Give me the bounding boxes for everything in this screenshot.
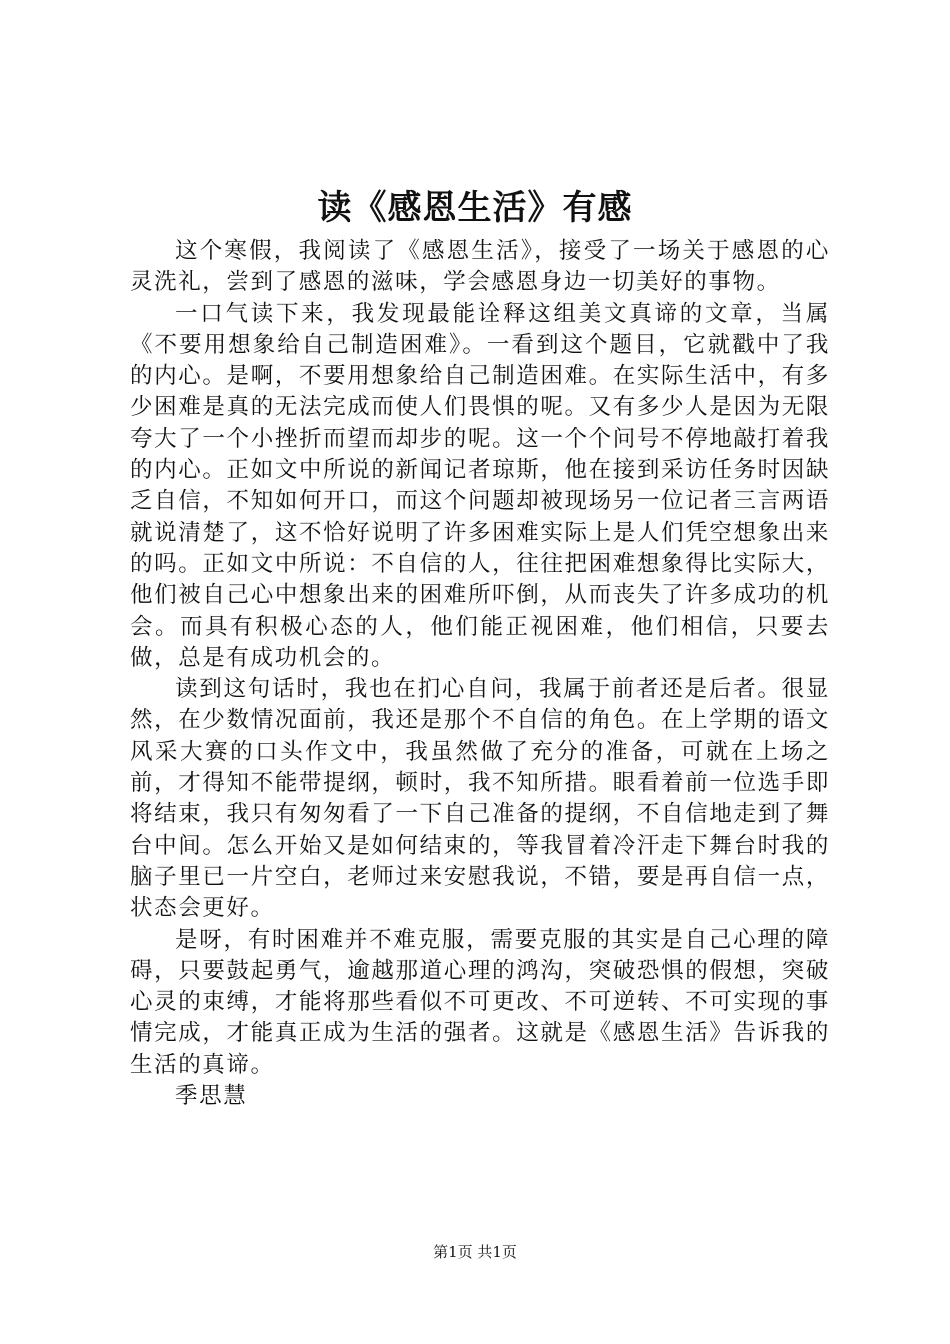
page-footer: 第1页 共1页 — [433, 1243, 517, 1261]
paragraph: 读到这句话时，我也在扪心自问，我属于前者还是后者。很显然，在少数情况面前，我还是那个不自信的角色。在上学期的语文风采大赛的口头作文中，我虽然做了充分的准备，可就在上场之前，才得知不能带提纲，顿时，我不知所措。眼看着前一位选手即将结束，我只有匆匆看了一下自己准备的提纲，不自信地走到了舞台中间。怎么开始又是如何结束的，等我冒着冷汗走下舞台时我的脑子里已一片空白，老师过来安慰我说，不错，要是再自信一点，状态会更好。 — [130, 676, 830, 922]
document-title: 读《感恩生活》有感 — [317, 188, 633, 228]
paragraph: 这个寒假，我阅读了《感恩生活》，接受了一场关于感恩的心灵洗礼，尝到了感恩的滋味，学会感恩身边一切美好的事物。 — [130, 238, 830, 296]
paragraph: 是呀，有时困难并不难克服，需要克服的其实是自己心理的障碍，只要鼓起勇气，逾越那道心理的鸿沟，突破恐惧的假想，突破心灵的束缚，才能将那些看似不可更改、不可逆转、不可实现的事情完成，才能真正成为生活的强者。这就是《感恩生活》告诉我的生活的真谛。 — [130, 926, 830, 1078]
paragraph: 一口气读下来，我发现最能诠释这组美文真谛的文章，当属《不要用想象给自己制造困难》。一看到这个题目，它就戳中了我的内心。是啊，不要用想象给自己制造困难。在实际生活中，有多少困难是真的无法完成而使人们畏惧的呢。又有多少人是因为无限夸大了一个小挫折而望而却步的呢。这一个个问号不停地敲打着我的内心。正如文中所说的新闻记者琼斯，他在接到采访任务时因缺乏自信，不知如何开口，而这个问题却被现场另一位记者三言两语就说清楚了，这不恰好说明了许多困难实际上是人们凭空想象出来的吗。正如文中所说：不自信的人，往往把困难想象得比实际大，他们被自己心中想象出来的困难所吓倒，从而丧失了许多成功的机会。而具有积极心态的人，他们能正视困难，他们相信，只要去做，总是有成功机会的。 — [130, 300, 830, 671]
author-name: 季思慧 — [175, 1083, 248, 1110]
document-body — [130, 236, 830, 1112]
